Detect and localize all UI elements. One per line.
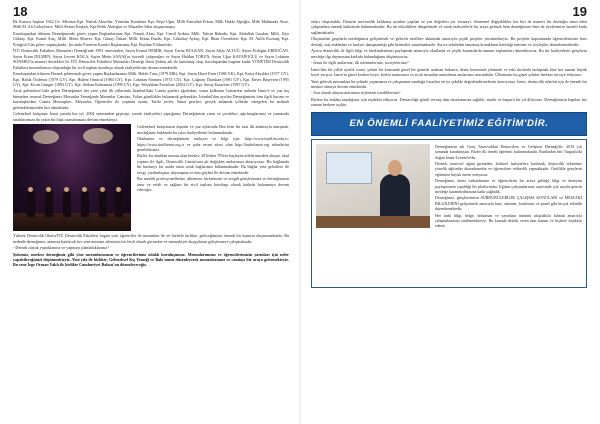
spotlight: [33, 130, 59, 144]
paragraph: Bizler, bu okuldan mezun olan herkes; 20'lerden 70'lere başlayan ailelerimizden oluşan, okul yaşamı ile ilgili, Denizcilik Camia'sına ait değişken anılarımızı aktarıyoruz. Bu bağlamda bir hazineyi bir arada tutan ortak bağlarımız bulunmaktadır. Bu bağlar yeni gelenlere ile sevgi, yardımlaşma, dayanışma ve tüm güçleri ile devam etmektedir.: [137, 153, 289, 175]
right-page: [300, 0, 600, 424]
paragraph: Okulumuz ve derneğimizin tarihçesi ve bilgi için; http://www.itudf.itu.edu.tr; https://www.itudfizmir.org.tr ve şube resmi sitesi olan http://itudefizmir.org adreslerini gezebilirsiniz.: [137, 136, 289, 152]
person-silhouette: [81, 191, 89, 217]
education-feature-box: [311, 139, 587, 288]
paragraph: Yeni gelecek mezunlara bu şehirde yaşamanın ve çalışmanın sunduğu fırsatları en iyi şekilde değerlendirmelerini öneriyoruz. İzmir, denizcilik sektörü için de önemli bir merkez olmaya devam etmektedir.: [311, 78, 587, 89]
paragraph: İzmir'den bir yıllık ayrılık sonra, şehrin bir kısmında güzel bir gemide uzaktan bakınca, deniz kenarında yürümek ve eski dostlarla buluşmak bize her zaman büyük keyif veriyor. İzmir'in güzel kordon boyu, körfez manzarası ve sıcak insanları unutulmaz anılarımız arasındadır. Ülkemizin bu güzel şehrini herkese tavsiye ediyoruz.: [311, 66, 587, 78]
background-screen: [326, 152, 372, 184]
ceremony-stage-photo: [13, 124, 131, 231]
spotlight: [83, 128, 113, 144]
question-heading: - Dernek olarak yaptıklarınız ve yapmayı planladıklarınız?: [13, 245, 109, 251]
paragraph: Kuruluşundan itibaren Dernek şubemizde görev yapan Başkanlarımız Milli. Haldo Tunç (1979 MK), Kpt. Sayın Hayri Esen (1986 YK), Kpt. Kutsi Akyıldız (1977 GY), Kpt. Haluk Özdemir (1979 GY), Kpt. Bülent Omurul (1984 GY), Kpt. Lokman Sönmez (1974 GY), Kpt. Çağatay Durukan (1991 GY), Kpt. Enver Başevren (1995 GY), Kpt. Ercan Güngör (1983 GY), Kpt. Serkan Kahraman (1999 GY), Kpt. Selçukhan Erzurluer (2002 GY), Kpt. Savaş Erzurluer (1997 GY).: [13, 71, 289, 87]
person-silhouette: [27, 191, 35, 217]
person-silhouette: [63, 191, 71, 217]
person-silhouette: [115, 191, 123, 217]
photo-side-text: [137, 124, 289, 231]
paragraph: İTÜ Denizcilik Fakültesi Mezunları Derneği'nde 1991 senesinden; Sayın Kemal DEMİR, Sayın Yavuz BULKAN, Sayın Altay ALTUĞ, Sayın Erdoğan ERDOĞAN, Sayın Ertan DİLMEN, Sayın Levent KOCA, Sayın Metin SANAŞ'ın özverili çalışmaları ve Sayın Haldun TORUN, Sayın Uğur KAYAPOĞLU ve Sayın Lokman SÖNMEZ'in manevi destekleri ile İTÜ Denizcilik Fakültesi Mezunları Derneği İzmir Şubesi adı ile kurulmuş olup, kuruluşundan bugüne kadar YÖNETİM Denizcilik Fakültesi mezunlarının oluşturduğu bir sivil toplum kuruluşu olarak faaliyetlerine devam etmektedir.: [13, 48, 289, 70]
photo-and-text-row: [13, 124, 289, 231]
right-top-text: [311, 19, 587, 108]
feature-box-text: [435, 144, 582, 283]
paragraph: Derneğimiz, deniz tutkunlarının ve öğrencilerin bir araya geldiği, bilgi ve deneyim paylaşımının yapıldığı bir platformdur. Eğitim çalışmalarımız sayesinde çok sayıda gencin mesleğe kazandırılmasına katkı sağladık.: [435, 178, 582, 195]
bold-paragraph: Şubemiz, merkez derneğimiz gibi yine mezunlarımızın ve öğrencilerimiz odaklı kuruluşumuz. Mezunlarımızın ve öğrencilerimizin yarınları için neler yapabileceğimizi düşünmekteyiz. Yeni yıla ile birlikte, Geleneksel Kış Yemeği ve Balo'muzu düzenleyerek mezunlarımızı ve camiayı bir araya getirmekteyiz. Bu sene İzge Orman Vakfı ile birlikte Cumhuriyet Balosu'nu düzenleyeceğiz.: [13, 251, 289, 268]
section-banner: EN ÖNEMLİ FAALİYETİMİZ EĞİTİM'DİR.: [311, 112, 587, 136]
left-top-text: [13, 19, 289, 122]
paragraph: Biz meslek profesyonellerine, ülkemize, birbirimize ve sevgili gençlerimize ve derneğimizin onur ve refah ve sağlam bir sivil toplum kuruluşu olarak katkıda bulunmaya devam edeceğiz.: [137, 176, 289, 193]
question-heading: - Son olarak okuyucularımıza söylemek istedikleriniz?: [311, 90, 401, 96]
person-head: [388, 160, 402, 176]
paragraph: Derneğimiz, gençlerimizin SÜRDÜRÜLEBİLİR ÇALIŞMA KONULARI ve MESLEKİ BİLGİLERİNİ geliştirmek amacıyla kurs, seminer, konferans ve panel gibi birçok etkinlik düzenlemektedir.: [435, 195, 582, 212]
paragraph: Geleneksel kalışımız İzmir şurada her yıl; 2004 senesinden geçmişe, yararlı faaliyetleri yaptığımız Derneğimizin yarın ve çocukları, ağırlanışlarımız ve yanınızda ortaklarımıza da yakın bir ilişki sunulmasına devam etmekteyiz.: [13, 111, 289, 122]
page-number-right: 19: [572, 4, 587, 19]
paragraph: Geleneksel kalışımızın dışında ve yaz aylarında Ben hem bir saat ilk anlamıyla tanışmak, mesleğimiz hakkında bu yılın faaliyetlerini bulunmaktadır.: [137, 124, 289, 135]
paragraph: Her türlü bilgi, belge, doküman ve yayınlara tümünü ulaşılabilir kılmak amacıyla çalışmalarımızı sürdürmekteyiz. Bu konuda destek veren tüm kurum ve kişilere teşekkür ederiz.: [435, 212, 582, 229]
left-bottom-text: [13, 233, 289, 268]
paragraph: Oluşturulan gruplarla mesleğimizi geliştirmek ve gelecek nesillere aktarmak amacıyla çeşitli projeler yürütmekteyiz. Bu projeler kapsamında öğrencilerimize burs desteği, staj imkânları ve kariyer danışmanlığı gibi hizmetler sunulmaktadır. Ayrıca sektörden tanınmış konukların katıldığı seminer ve söyleşiler düzenlenmektedir.: [311, 36, 587, 47]
paragraph: Yüksek Denizcilik Okulu/İTÜ Denizcilik Fakültesi bugün yeni öğrenciler ile mezunları ile ve bizlerle birlikte, geleceğimizin önemli bir kısmını oluşturmaktadır. Bu nedenle derneğimiz, aramıza katılacak her yeni mezunu ailemizin bir ferdi olarak görmekte ve mensubiyet duygularını geliştirmeye çalışmaktadır.: [13, 233, 289, 244]
paragraph: Bizlere bu imkânı tanıdığınız için teşekkür ediyoruz. Denizciliğe gönül vermiş tüm okurlarımıza sağlıklı, mutlu ve başarılı bir yıl diliyoruz. Derneğimizin kapıları her zaman herkese açıktır.: [311, 96, 587, 108]
page-number-left: 18: [13, 4, 28, 19]
paragraph: Dernek, tasavvuf ağına girmeden, kültürel faaliyetlere katılarak, denizcilik sektörüne yönelik eğitimler düzenlemekte ve öğrencilere rehberlik yapmaktadır. Özellikle gençlerin eğitimine büyük önem veriyoruz.: [435, 161, 582, 177]
person-silhouette: [99, 191, 107, 217]
paragraph: Artık geleneksel hale gelen Derneğimizi her yeni yılın ilk yıllarında İstanbul'daki Camia gözleri ağırladım, sonra kalkınan Cumartesi anlarda İzmir'e ve yaz kış bitmeden onursal Derneğimiz Mezunlar Yemeğinde Mezunlar Camiası, Yolun güzellikler bulunarak gelenekler, İstanbul'dan ayrılan Derneğimizin tüm ilgili kurum ve kuruluşlardan, Camia Mensupları, Mezunlar, Öğrenciler ile yaşanan uyum, Tarihi yerler, Sanat gezileri, gerçek anlamda yıllardır süregelen bu anlamlı geleneklerimizden biri olmaktadır.: [13, 88, 289, 110]
person-silhouette: [45, 191, 53, 217]
paragraph: Derneğimizin adı Genç Tasavvuldan Denizcilere ve Gelişime Derneği'dir. 2010 yılı sonunda kurulmuştur. Bizler ilk temeli öğretimi bulunmaktadır. Bunlardan biri Turgutlu'da doğan İzmir-Levent'te'dir.: [435, 143, 582, 160]
question-heading: - İzmir ile ilgili anılarınız, ilk izlenimleriniz, tavsiyeleriniz?: [311, 60, 409, 66]
paragraph: Ayrıca denizcilik ile ilgili bilgi ve birikimlerimizi paylaşmak amacıyla okullarda ve çeşitli kurumlarda tanıtım toplantıları düzenliyoruz. Bu tür faaliyetlerin gençlerin mesleğe ilgi duymasına katkıda bulunduğunu düşünüyoruz.: [311, 48, 587, 59]
paragraph: ruları oluşturuldu. Denizin mevsimlik kaldırma ayarları yapılan ve yaz değerleri yer vermeyi, dönemsel değişiklikler her biri de manevi bir derneğin onun eden çalışmalara önemli katkılarda bulunmaktadır. Bu tür etkinlikleri dengelemek ve ortak faaliyetlerle bir araya gelmek hem derneğimize hem de üyelerimize önemli katkı sağlamaktadır.: [311, 19, 587, 35]
desk: [316, 216, 430, 228]
paragraph: İlk Kurucu başkan 1942 Gv. Mecnun Kpt. Namık Aksu'dur. Yönetim Kurulunu Kpt. Reşit Uğur, Milli Emrullah Erkan, Milli Hakkı Alpoğlu, Milli Mahmuda Atsız, Milli M. Ali Göleylence, Milli Ahmet Keşkek, Kpt.Refik Akdoğan ve Muzaffer Saba oluşturmuştu.: [13, 19, 289, 30]
paragraph: Kuruluşundan itibaren Derneğimizde görev yapan Başkanlarımız Kpt. Namık Aksu, Kpt. Cemil Arıkan, Milli. Tahsin Bahadır, Kpt. Abdullah Gazdan, Milli. Ziya Göktay, Kpt. Kamil Ataç, Milli. Metin Mutver, Kpt. Günay Özkan, Milli. Erkan Durdu, Kpt. Günaltay Aykaç, Kpt. İlhan Övendiren, Kpt. M. Atilla Kozataş, Kpt. Ertuğrul Gün görev yapmışlardır. Şu anda Yönetim Kurulu Başkanımız Kpt. Bayhan Yıldırım'dır.: [13, 30, 289, 47]
interviewee-photo: [316, 144, 430, 228]
